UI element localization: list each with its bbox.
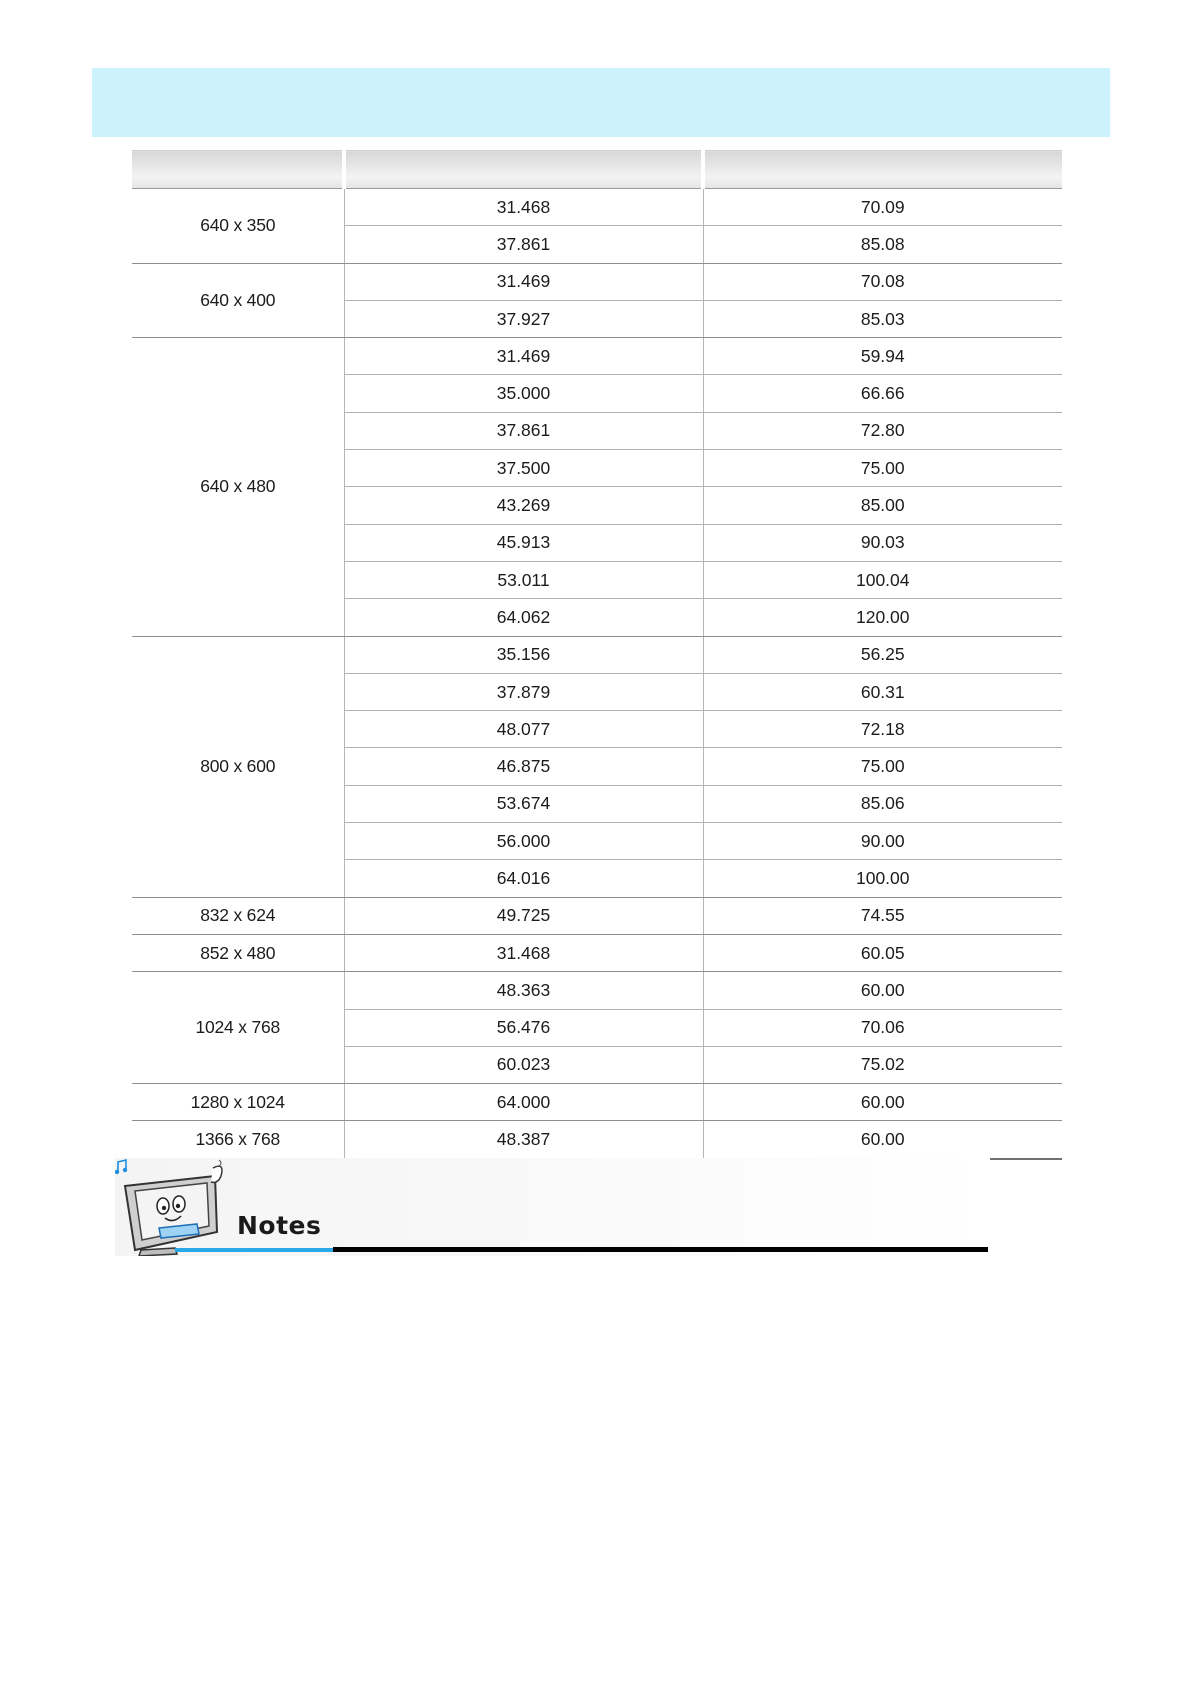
horizontal-frequency-cell: 48.077 [344,711,703,748]
notes-title: Notes [237,1211,322,1240]
vertical-frequency-cell: 74.55 [703,897,1062,934]
vertical-frequency-cell: 100.04 [703,561,1062,598]
timing-table [132,150,1062,1160]
vertical-frequency-cell: 85.06 [703,785,1062,822]
vertical-frequency-cell: 72.18 [703,711,1062,748]
horizontal-frequency-cell: 49.725 [344,897,703,934]
vertical-frequency-cell: 75.00 [703,748,1062,785]
table-row [132,934,1062,971]
vertical-frequency-cell: 60.00 [703,972,1062,1009]
vertical-frequency-cell: 59.94 [703,338,1062,375]
notes-underline-accent [175,1248,333,1252]
vertical-frequency-cell: 85.08 [703,226,1062,263]
vertical-frequency-cell: 75.00 [703,450,1062,487]
horizontal-frequency-cell: 48.363 [344,972,703,1009]
horizontal-frequency-cell: 48.387 [344,1121,703,1159]
horizontal-frequency-cell: 43.269 [344,487,703,524]
table-row [132,189,1062,226]
resolution-cell: 1280 x 1024 [132,1084,344,1121]
horizontal-frequency-cell: 37.500 [344,450,703,487]
horizontal-frequency-cell: 31.469 [344,263,703,300]
resolution-cell: 852 x 480 [132,934,344,971]
table-row [132,1084,1062,1121]
vertical-frequency-cell: 85.00 [703,487,1062,524]
horizontal-frequency-cell: 35.000 [344,375,703,412]
vertical-frequency-cell: 70.06 [703,1009,1062,1046]
horizontal-frequency-cell: 64.016 [344,860,703,897]
horizontal-frequency-cell: 64.000 [344,1084,703,1121]
horizontal-frequency-cell: 37.861 [344,412,703,449]
horizontal-frequency-cell: 37.861 [344,226,703,263]
resolution-cell: 640 x 400 [132,263,344,338]
header-vertical-frequency [703,151,1062,189]
horizontal-frequency-cell: 35.156 [344,636,703,673]
vertical-frequency-cell: 60.31 [703,673,1062,710]
tv-mascot-icon [115,1158,240,1256]
table-row [132,338,1062,375]
vertical-frequency-cell: 72.80 [703,412,1062,449]
horizontal-frequency-cell: 60.023 [344,1046,703,1083]
horizontal-frequency-cell: 53.674 [344,785,703,822]
page-header-banner [92,68,1110,137]
vertical-frequency-cell: 60.00 [703,1121,1062,1159]
horizontal-frequency-cell: 31.469 [344,338,703,375]
horizontal-frequency-cell: 64.062 [344,599,703,636]
vertical-frequency-cell: 75.02 [703,1046,1062,1083]
vertical-frequency-cell: 70.08 [703,263,1062,300]
resolution-cell: 1024 x 768 [132,972,344,1084]
table-header-row [132,151,1062,189]
resolution-cell: 1366 x 768 [132,1121,344,1159]
table-row [132,972,1062,1009]
vertical-frequency-cell: 70.09 [703,189,1062,226]
vertical-frequency-cell: 56.25 [703,636,1062,673]
table-row [132,636,1062,673]
vertical-frequency-cell: 60.00 [703,1084,1062,1121]
table-row [132,263,1062,300]
horizontal-frequency-cell: 37.879 [344,673,703,710]
resolution-cell: 832 x 624 [132,897,344,934]
vertical-frequency-cell: 100.00 [703,860,1062,897]
vertical-frequency-cell: 90.03 [703,524,1062,561]
vertical-frequency-cell: 85.03 [703,300,1062,337]
resolution-cell: 640 x 350 [132,189,344,264]
horizontal-frequency-cell: 37.927 [344,300,703,337]
vertical-frequency-cell: 60.05 [703,934,1062,971]
table-row [132,897,1062,934]
header-horizontal-frequency [344,151,703,189]
notes-section [115,1158,990,1256]
horizontal-frequency-cell: 53.011 [344,561,703,598]
horizontal-frequency-cell: 45.913 [344,524,703,561]
header-resolution [132,151,344,189]
horizontal-frequency-cell: 46.875 [344,748,703,785]
horizontal-frequency-cell: 31.468 [344,934,703,971]
horizontal-frequency-cell: 56.000 [344,823,703,860]
table-row [132,1121,1062,1159]
notes-underline [333,1247,988,1252]
resolution-cell: 800 x 600 [132,636,344,897]
horizontal-frequency-cell: 31.468 [344,189,703,226]
vertical-frequency-cell: 90.00 [703,823,1062,860]
horizontal-frequency-cell: 56.476 [344,1009,703,1046]
vertical-frequency-cell: 66.66 [703,375,1062,412]
resolution-cell: 640 x 480 [132,338,344,636]
vertical-frequency-cell: 120.00 [703,599,1062,636]
